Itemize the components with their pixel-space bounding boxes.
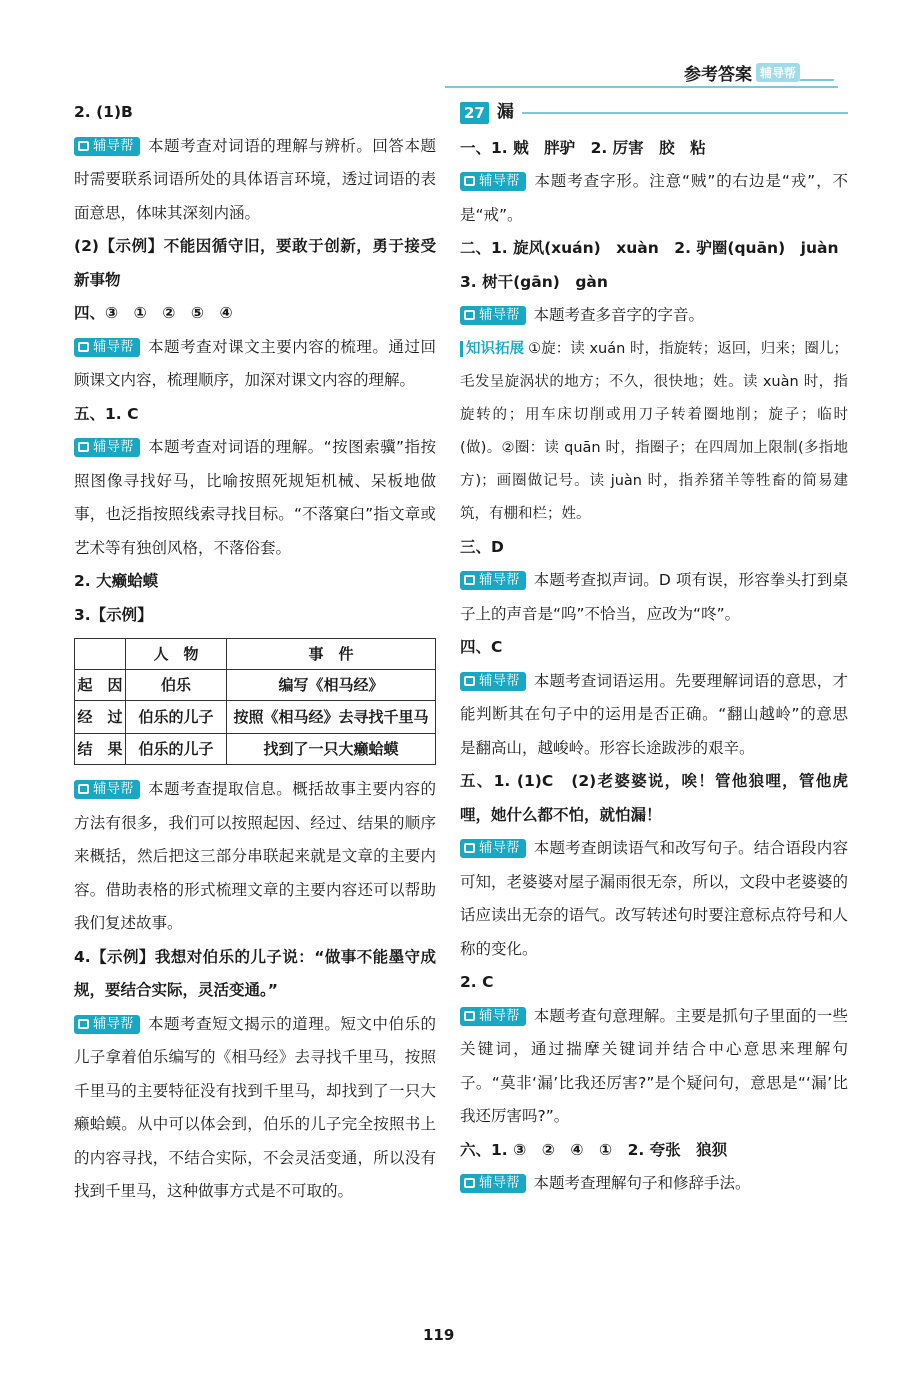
explanation: 辅导帮 本题考查对词语的理解与辨析。回答本题时需要联系词语所处的具体语言环境，透过词语的表面意思，体味其深刻内涵。: [74, 136, 436, 222]
knowledge-extension: 知识拓展 ①旋：读 xuán 时，指旋转；返回，归来；圈儿；毛发呈旋涡状的地方；不久，很快地；姓。读 xuàn 时，指旋转的；用车床切削或用刀子转着圈地削；旋子；临时(做)。②圈：读 quān 时，指圈子；在四周加上限制(多指地方)；画圈做记号。读 juàn 时，指养猪羊等牲畜的简易建筑，有棚和栏；姓。: [460, 340, 848, 522]
helper-badge: 辅导帮: [460, 172, 526, 191]
explanation: 辅导帮 本题考查字形。注意“贼”的右边是“戎”，不是“戒”。: [460, 172, 848, 224]
answer-4: 四、C: [460, 638, 503, 656]
explanation: 辅导帮 本题考查句意理解。主要是抓句子里面的一些关键词，通过揣摩关键词并结合中心意思来理解句子。“莫非‘漏’比我还厉害?”是个疑问句，意思是“‘漏’比我还厉害吗?”。: [460, 1006, 848, 1125]
book-icon: [78, 342, 89, 352]
header-divider: [445, 86, 838, 88]
helper-badge: 辅导帮: [460, 1007, 526, 1026]
helper-badge: 辅导帮: [74, 438, 140, 457]
answer-2-1: 2. (1)B: [74, 103, 133, 121]
page-header: [684, 60, 838, 85]
explanation: 辅导帮 本题考查对词语的理解。“按图索骥”指按照图像寻找好马，比喻按照死规矩机械、呆板地做事，也泛指按照线索寻找目标。“不落窠臼”指文章或艺术等有独创风格，不落俗套。: [74, 438, 436, 557]
left-column: [74, 96, 436, 1209]
answer-2-2: (2)【示例】不能因循守旧，要敢于创新，勇于接受新事物: [74, 237, 436, 289]
book-icon: [78, 784, 89, 794]
answer-3: 三、D: [460, 537, 504, 556]
explanation: 辅导帮 本题考查短文揭示的道理。短文中伯乐的儿子拿着伯乐编写的《相马经》去寻找千里马，按照千里马的主要特征没有找到千里马，却找到了一只大癞蛤蟆。从中可以体会到，伯乐的儿子完全按照书上的内容寻找，不结合实际，不会灵活变通，所以没有找到千里马，这种做事方式是不可取的。: [74, 1014, 436, 1200]
book-icon: [464, 575, 475, 585]
explanation: 辅导帮 本题考查多音字的字音。: [460, 299, 848, 333]
book-icon: [464, 310, 475, 320]
right-column: [460, 96, 848, 1201]
helper-badge: 辅导帮: [74, 1015, 140, 1034]
answer-6: 六、1. ③ ② ④ ① 2. 夸张 狼狈: [460, 1140, 728, 1159]
lesson-name: 漏: [496, 102, 514, 122]
helper-badge: 辅导帮: [74, 780, 140, 799]
explanation: 辅导帮 本题考查词语运用。先要理解词语的意思，才能判断其在句子中的运用是否正确。“翻山越岭”的意思是翻高山，越峻岭。形容长途跋涉的艰辛。: [460, 671, 848, 757]
answer-5-1: 五、1. C: [74, 404, 139, 423]
header-tag: 辅导帮: [756, 63, 800, 82]
header-title: 参考答案: [683, 65, 752, 85]
story-table: [74, 638, 436, 765]
explanation: 辅导帮 本题考查朗读语气和改写句子。结合语段内容可知，老婆婆对屋子漏雨很无奈，所以，文段中老婆婆的话应读出无奈的语气。改写转述句时要注意标点符号和人称的变化。: [460, 839, 848, 958]
answer-5-3: 3.【示例】: [74, 605, 153, 624]
lesson-number: 27: [460, 102, 489, 124]
explanation: 辅导帮 本题考查对课文主要内容的梳理。通过回顾课文内容，梳理顺序，加深对课文内容的理解。: [74, 337, 436, 389]
answer-5-4: 4.【示例】我想对伯乐的儿子说：“做事不能墨守成规，要结合实际，灵活变通。”: [74, 947, 436, 999]
lesson-title: [460, 96, 848, 130]
explanation: 辅导帮 本题考查理解句子和修辞手法。: [460, 1167, 848, 1201]
explanation: 辅导帮 本题考查拟声词。D 项有误，形容拳头打到桌子上的声音是“呜”不恰当，应改为“咚”。: [460, 571, 848, 623]
answer-2-b: 3. 树干(gān) gàn: [460, 272, 608, 291]
book-icon: [464, 176, 475, 186]
answer-2-a: 二、1. 旋风(xuán) xuàn 2. 驴圈(quān) juàn: [460, 239, 839, 257]
answer-1: 一、1. 贼 胖驴 2. 厉害 胶 粘: [460, 138, 706, 157]
helper-badge: 辅导帮: [460, 1174, 526, 1193]
book-icon: [464, 676, 475, 686]
answer-5-2: 2. 大癞蛤蟆: [74, 572, 159, 590]
answer-5-1: 五、1. (1)C (2)老婆婆说，唉！管他狼哩，管他虎哩，她什么都不怕，就怕漏！: [460, 772, 848, 824]
answer-4: 四、③ ① ② ⑤ ④: [74, 304, 233, 322]
knowledge-label: 知识拓展: [460, 341, 524, 357]
helper-badge: 辅导帮: [460, 839, 526, 858]
helper-badge: 辅导帮: [460, 571, 526, 590]
title-underline: [522, 112, 848, 114]
answer-5-2: 2. C: [460, 973, 494, 991]
helper-badge: 辅导帮: [74, 137, 140, 156]
explanation: 辅导帮 本题考查提取信息。概括故事主要内容的方法有很多，我们可以按照起因、经过、结果的顺序来概括，然后把这三部分串联起来就是文章的主要内容。借助表格的形式梳理文章的主要内容还可以帮助我们复述故事。: [74, 780, 436, 932]
helper-badge: 辅导帮: [74, 338, 140, 357]
table-row: 经 过 伯乐的儿子 按照《相马经》去寻找千里马: [75, 701, 436, 734]
table-row: 结 果 伯乐的儿子 找到了一只大癞蛤蟆: [75, 734, 436, 765]
helper-badge: 辅导帮: [460, 306, 526, 325]
book-icon: [78, 141, 89, 151]
book-icon: [464, 1178, 475, 1188]
helper-badge: 辅导帮: [460, 672, 526, 691]
pen-icon: [799, 65, 842, 81]
table-header-row: 人 物 事 件: [75, 639, 436, 670]
book-icon: [78, 1019, 89, 1029]
book-icon: [78, 442, 89, 452]
table-row: 起 因 伯乐 编写《相马经》: [75, 670, 436, 701]
book-icon: [464, 843, 475, 853]
page-number: 119: [423, 1326, 455, 1344]
book-icon: [464, 1011, 475, 1021]
